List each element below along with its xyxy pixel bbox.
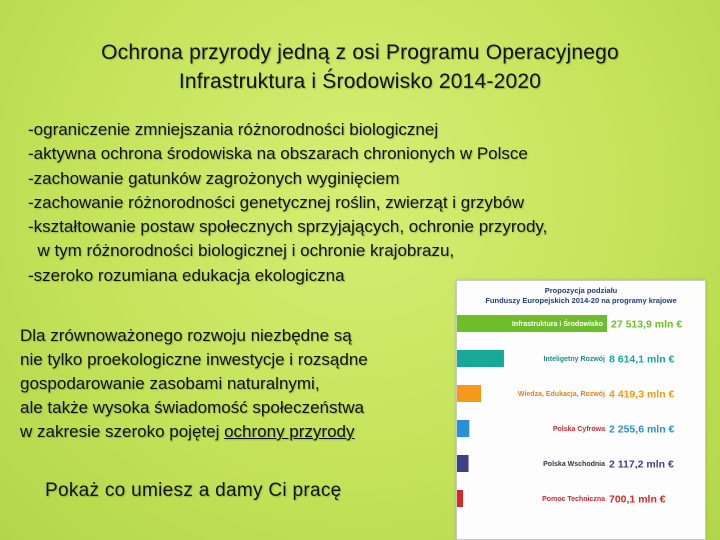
chart-value-label: 2 255,6 mln € <box>609 423 675 436</box>
chart-category-label: Wiedza, Edukacja, Rozwój <box>517 391 605 398</box>
chart-category-label: Infrastruktura i Środowisko <box>511 321 603 328</box>
paragraph-line-text: w zakresie szeroko pojętej <box>20 422 225 441</box>
funds-bar-chart <box>457 281 705 539</box>
chart-category-label: Inteligetny Rozwój <box>543 356 605 363</box>
chart-bar <box>457 350 504 367</box>
chart-category-label: Polska Wschodnia <box>543 461 605 468</box>
call-to-action: Pokaż co umiesz a damy Ci pracę <box>45 480 342 501</box>
nature-protection-link[interactable]: ochrony przyrody <box>224 422 355 441</box>
bullet-item: w tym różnorodności biologicznej i ochronie krajobrazu, <box>28 241 455 261</box>
chart-value-label: 8 614,1 mln € <box>609 353 675 366</box>
funds-chart <box>456 280 706 540</box>
paragraph-line <box>20 420 450 444</box>
paragraph-line: ale także wysoka świadomość społeczeństwa <box>20 398 364 417</box>
paragraph-line: Dla zrównoważonego rozwoju niezbędne są <box>20 326 352 345</box>
bullet-item: -szeroko rozumiana edukacja ekologiczna <box>28 265 345 285</box>
chart-bar <box>457 455 469 472</box>
chart-bar <box>457 420 469 437</box>
chart-category-label: Polska Cyfrowa <box>552 426 605 433</box>
bullet-list <box>28 118 708 288</box>
bullet-item: -aktywna ochrona środowiska na obszarach chronionych w Polsce <box>28 144 528 164</box>
title-line-2: Infrastruktura i Środowisko 2014-2020 <box>178 70 542 93</box>
bullet-item: -kształtowanie postaw społecznych sprzyjających, ochronie przyrody, <box>28 217 548 237</box>
chart-bar <box>457 490 463 507</box>
chart-value-label: 700,1 mln € <box>609 493 666 506</box>
bullet-item: -zachowanie gatunków zagrożonych wyginięciem <box>28 168 400 188</box>
chart-value-label: 2 117,2 mln € <box>609 458 674 471</box>
chart-title-line: Propozycja podziału <box>544 286 618 295</box>
chart-value-label: 4 419,3 mln € <box>609 388 675 401</box>
title-line-1: Ochrona przyrody jedną z osi Programu Operacyjnego <box>101 41 619 64</box>
bullet-item: -zachowanie różnorodności genetycznej roślin, zwierząt i grzybów <box>28 192 525 212</box>
bullet-item: -ograniczenie zmniejszania różnorodności biologicznej <box>28 120 439 139</box>
paragraph-line: gospodarowanie zasobami naturalnymi, <box>20 374 320 393</box>
chart-value-label: 27 513,9 mln € <box>611 318 683 331</box>
paragraph-line: nie tylko proekologiczne inwestycje i rozsądne <box>20 350 368 369</box>
chart-category-label: Pomoc Techniczna <box>542 496 605 503</box>
chart-title-line: Funduszy Europejskich 2014-20 na programy krajowe <box>485 296 677 305</box>
slide-title <box>0 38 720 96</box>
sustainability-paragraph <box>20 324 450 444</box>
chart-bar <box>457 385 481 402</box>
